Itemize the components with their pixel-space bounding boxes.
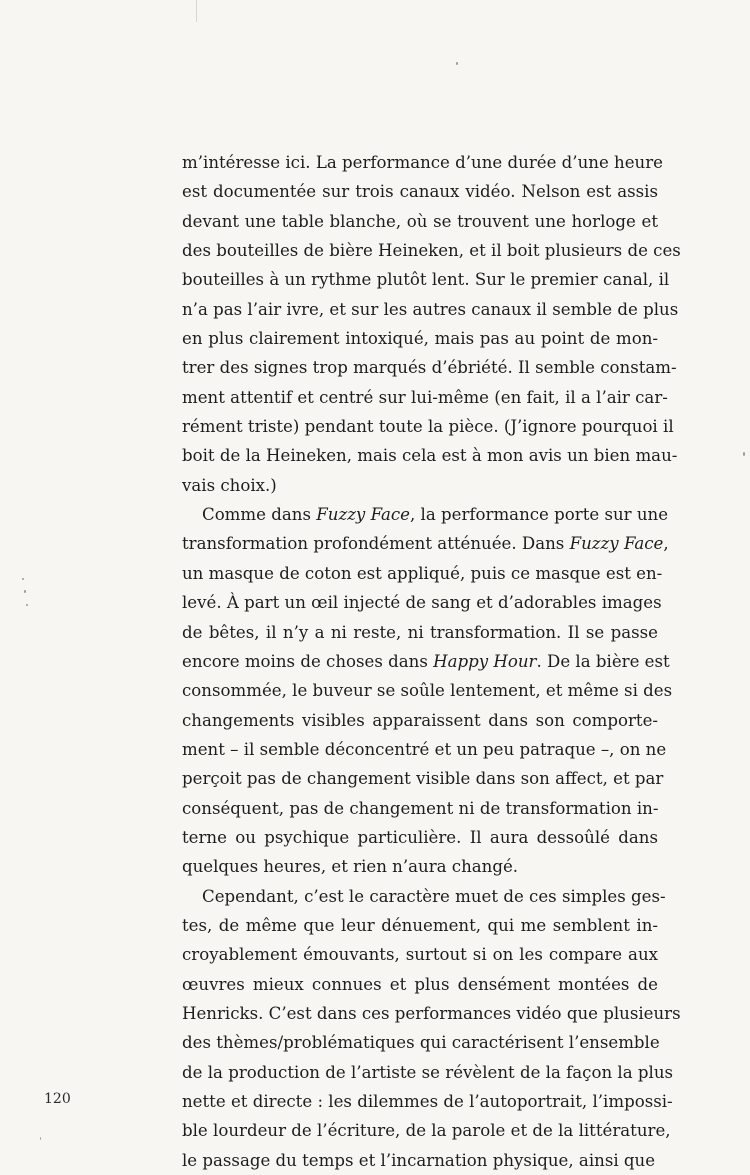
text-line: de bêtes, il n’y a ni reste, ni transformation. Il se passe <box>182 622 658 642</box>
text-line: conséquent, pas de changement ni de transformation in- <box>182 798 659 818</box>
text-line: devant une table blanche, où se trouvent une horloge et <box>182 211 658 231</box>
italic-title: Fuzzy Face <box>569 534 664 554</box>
text-line: des bouteilles de bière Heineken, et il boit plusieurs de ces <box>182 241 681 261</box>
text-line: Henricks. C’est dans ces performances vidéo que plusieurs <box>182 1003 681 1023</box>
text-line: le passage du temps et l’incarnation physique, ainsi que <box>182 1150 656 1170</box>
scan-speck <box>24 590 26 593</box>
body-text <box>182 148 681 1175</box>
text-line: des thèmes/problématiques qui caractérisent l’ensemble <box>182 1033 660 1053</box>
text-line: croyablement émouvants, surtout si on les compare aux <box>182 945 658 965</box>
paragraph <box>182 882 681 1175</box>
text-line: changements visibles apparaissent dans son comporte- <box>182 710 658 730</box>
text-line: perçoit pas de changement visible dans son affect, et par <box>182 769 664 789</box>
paragraph <box>182 148 681 500</box>
text-line: ment – il semble déconcentré et un peu patraque –, on ne <box>182 739 667 759</box>
text-line: transformation profondément atténuée. Dans Fuzzy Face, <box>182 534 669 554</box>
text-line: rément triste) pendant toute la pièce. (J’ignore pourquoi il <box>182 417 674 437</box>
text-line: n’a pas l’air ivre, et sur les autres canaux il semble de plus <box>182 299 679 319</box>
text-line: levé. À part un œil injecté de sang et d’adorables images <box>182 593 662 613</box>
scan-speck <box>40 1137 41 1140</box>
text-line: ment attentif et centré sur lui-même (en fait, il a l’air car- <box>182 387 668 407</box>
text-line: ble lourdeur de l’écriture, de la parole et de la littérature, <box>182 1121 671 1141</box>
scan-speck <box>26 604 28 606</box>
paragraph <box>182 500 673 881</box>
text-line: est documentée sur trois canaux vidéo. Nelson est assis <box>182 182 658 202</box>
text-line: encore moins de choses dans Happy Hour. De la bière est <box>182 651 670 671</box>
text-line: trer des signes trop marqués d’ébriété. Il semble constam- <box>182 358 677 378</box>
text-line: un masque de coton est appliqué, puis ce masque est en- <box>182 563 663 583</box>
text-line: nette et directe : les dilemmes de l’autoportrait, l’impossi- <box>182 1092 673 1111</box>
italic-title: Happy Hour <box>433 651 537 671</box>
text-line: de la production de l’artiste se révèlent de la façon la plus <box>182 1062 674 1082</box>
text-line: quelques heures, et rien n’aura changé. <box>182 857 519 877</box>
text-line: vais choix.) <box>182 475 277 495</box>
text-line: boit de la Heineken, mais cela est à mon avis un bien mau- <box>182 446 678 466</box>
scan-speck <box>22 578 24 580</box>
scan-crease-line <box>196 0 197 22</box>
text-line: m’intéresse ici. La performance d’une durée d’une heure <box>182 153 663 172</box>
text-line: œuvres mieux connues et plus densément montées de <box>182 974 658 994</box>
text-line: en plus clairement intoxiqué, mais pas au point de mon- <box>182 329 658 349</box>
italic-title: Fuzzy Face <box>316 505 410 525</box>
text-line: consommée, le buveur se soûle lentement, et même si des <box>182 681 673 701</box>
text-line: tes, de même que leur dénuement, qui me semblent in- <box>182 915 658 935</box>
text-line: terne ou psychique particulière. Il aura dessoûlé dans <box>182 827 658 847</box>
scan-speck <box>456 62 458 65</box>
text-line: Cependant, c’est le caractère muet de ces simples ges- <box>202 886 666 906</box>
page-number: 120 <box>44 1091 71 1107</box>
text-line: bouteilles à un rythme plutôt lent. Sur le premier canal, il <box>182 270 670 290</box>
text-line: Comme dans Fuzzy Face, la performance porte sur une <box>202 505 669 525</box>
scan-speck <box>743 452 745 456</box>
